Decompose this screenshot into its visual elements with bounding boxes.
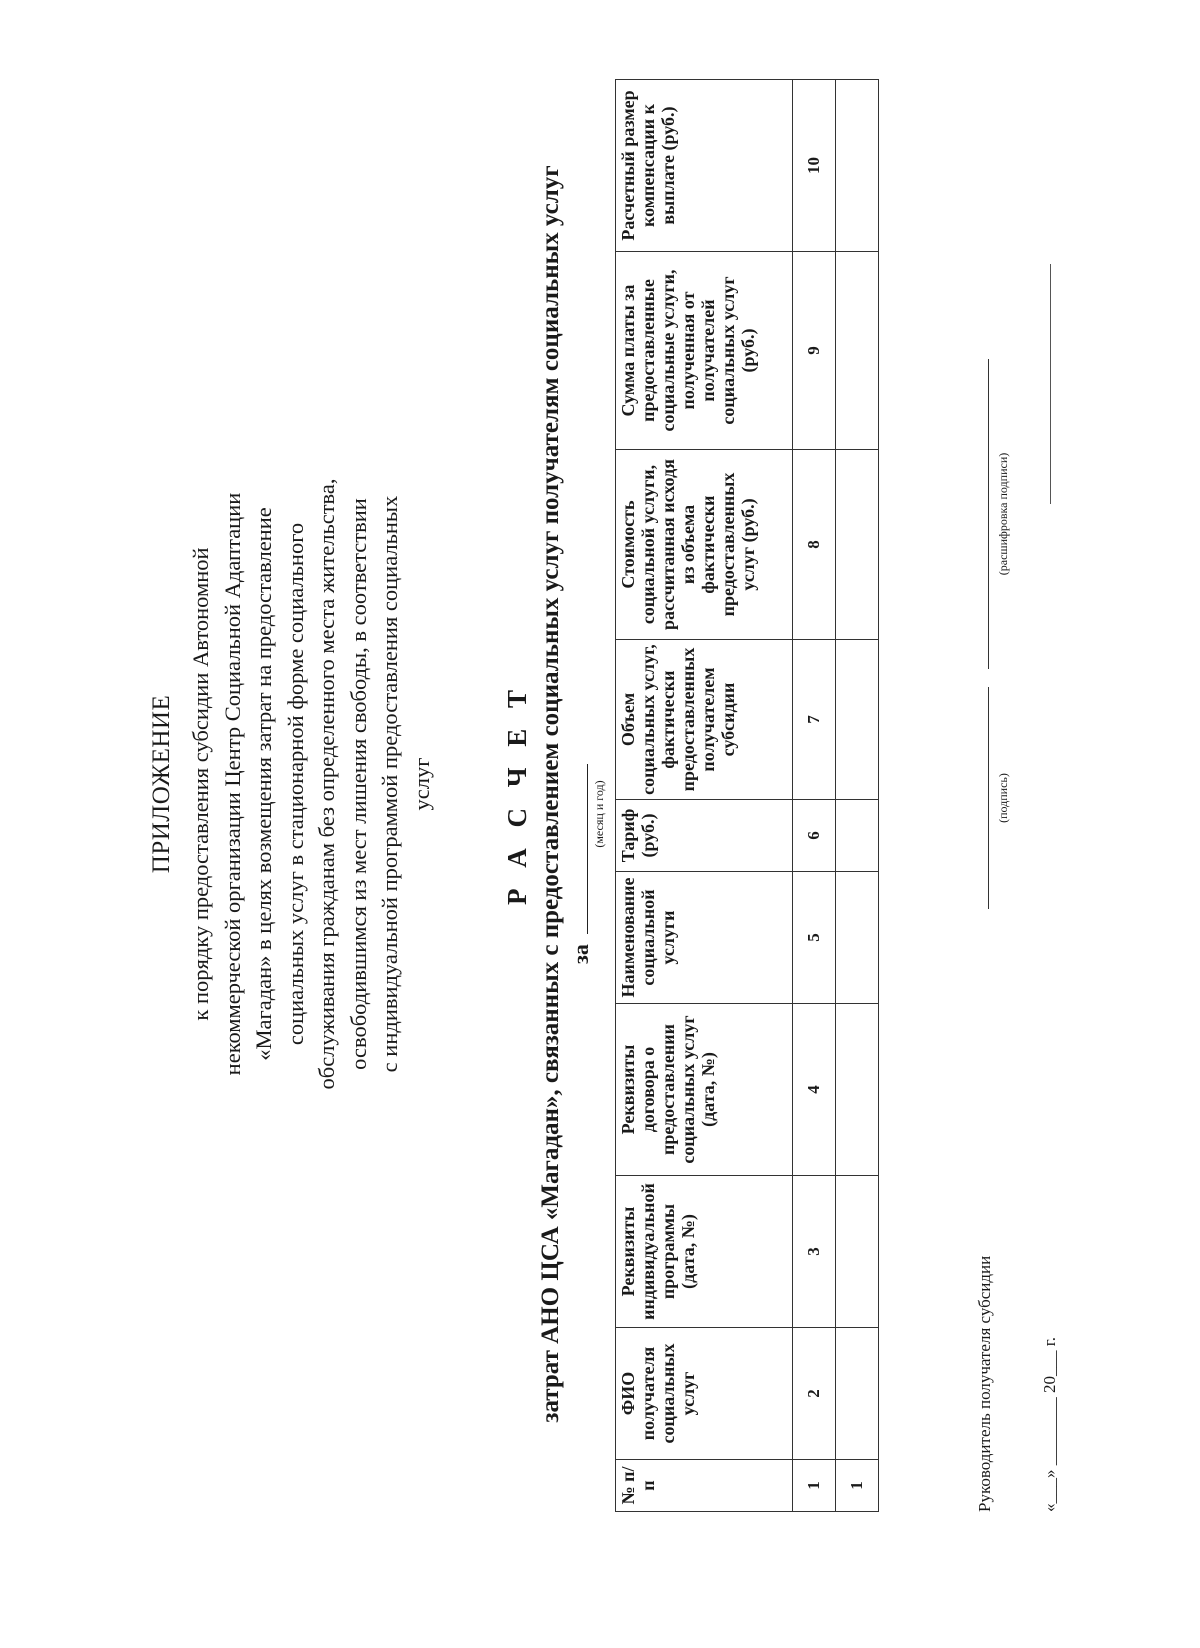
- appendix-line: с индивидуальной программой предоставления социальных: [377, 495, 402, 1073]
- appendix-heading: ПРИЛОЖЕНИЕ: [148, 694, 175, 874]
- table-cell: [836, 450, 879, 640]
- table-cell: 1: [836, 1460, 879, 1512]
- table-cell: 10: [793, 80, 836, 252]
- date-line: «___» ________ 20___ г.: [1040, 1336, 1059, 1512]
- column-header: Наименование социальной услуги: [616, 872, 793, 1004]
- table-cell: [836, 1176, 879, 1328]
- column-header: Расчетный размер компенсации к выплате (руб.): [616, 80, 793, 252]
- signature-decode-caption: (расшифровка подписи): [996, 452, 1010, 576]
- table-cell: 3: [793, 1176, 836, 1328]
- table-cell: [836, 1004, 879, 1176]
- table-cell: [836, 252, 879, 450]
- signature-caption: (подпись): [996, 773, 1010, 823]
- table-cell: 7: [793, 640, 836, 800]
- table-cell: [836, 1328, 879, 1460]
- appendix-line: освободившимся из мест лишения свободы, в соответствии: [345, 498, 371, 1070]
- period-field: [569, 764, 588, 934]
- column-header: Сумма платы за предоставленные социальные услуги, полученная от получателей социальных услуг (руб.): [616, 252, 793, 450]
- appendix-line: социальных услуг в стационарной форме социального: [282, 522, 308, 1046]
- table-cell: [836, 640, 879, 800]
- table-cell: 8: [793, 450, 836, 640]
- table-header-row: [616, 80, 793, 1512]
- signer-label: Руководитель получателя субсидии: [975, 1255, 994, 1512]
- table-cell: [836, 80, 879, 252]
- period-row: [568, 604, 594, 964]
- table-cell: 5: [793, 872, 836, 1004]
- document-subtitle: затрат АНО ЦСА «Магадан», связанных с предоставлением социальных услуг получателям социальных услуг: [537, 165, 564, 1423]
- table-cell: [836, 872, 879, 1004]
- table-cell: 9: [793, 252, 836, 450]
- table-row: [836, 80, 879, 1512]
- column-header: Реквизиты договора о предоставлении социальных услуг (дата, №): [616, 1004, 793, 1176]
- table-cell: 6: [793, 800, 836, 872]
- appendix-line: «Магадан» в целях возмещения затрат на предоставление: [251, 507, 276, 1061]
- table-cell: 1: [793, 1460, 836, 1512]
- table-cell: [836, 800, 879, 872]
- column-header: № п/п: [616, 1460, 793, 1512]
- column-header: Стоимость социальной услуги, рассчитанная исходя из объема фактически предоставленных услуг (руб.): [616, 450, 793, 640]
- calculation-table: [615, 79, 879, 1512]
- table-row: [793, 80, 836, 1512]
- column-header: Реквизиты индивидуальной программы (дата, №): [616, 1176, 793, 1328]
- appendix-line: услуг: [408, 757, 434, 811]
- appendix-line: некоммерческой организации Центр Социальной Адаптации: [219, 492, 245, 1076]
- table-cell: 4: [793, 1004, 836, 1176]
- table-cell: 2: [793, 1328, 836, 1460]
- period-caption: (месяц и год): [592, 780, 606, 848]
- document-page: [40, 44, 1160, 1604]
- period-prefix: за: [568, 944, 593, 964]
- appendix-line: обслуживания гражданам без определенного места жительства,: [314, 478, 339, 1090]
- stray-rule: [1050, 264, 1051, 504]
- appendix-line: к порядку предоставления субсидии Автономной: [188, 547, 213, 1021]
- appendix-text: [185, 344, 437, 1224]
- signature-decode-line: [988, 359, 989, 669]
- document-title: Р А С Ч Е Т: [502, 682, 532, 906]
- column-header: Тариф (руб.): [616, 800, 793, 872]
- signature-line: [988, 687, 989, 909]
- column-header: Объем социальных услуг, фактически предоставленных получателем субсидии: [616, 640, 793, 800]
- column-header: ФИО получателя социальных услуг: [616, 1328, 793, 1460]
